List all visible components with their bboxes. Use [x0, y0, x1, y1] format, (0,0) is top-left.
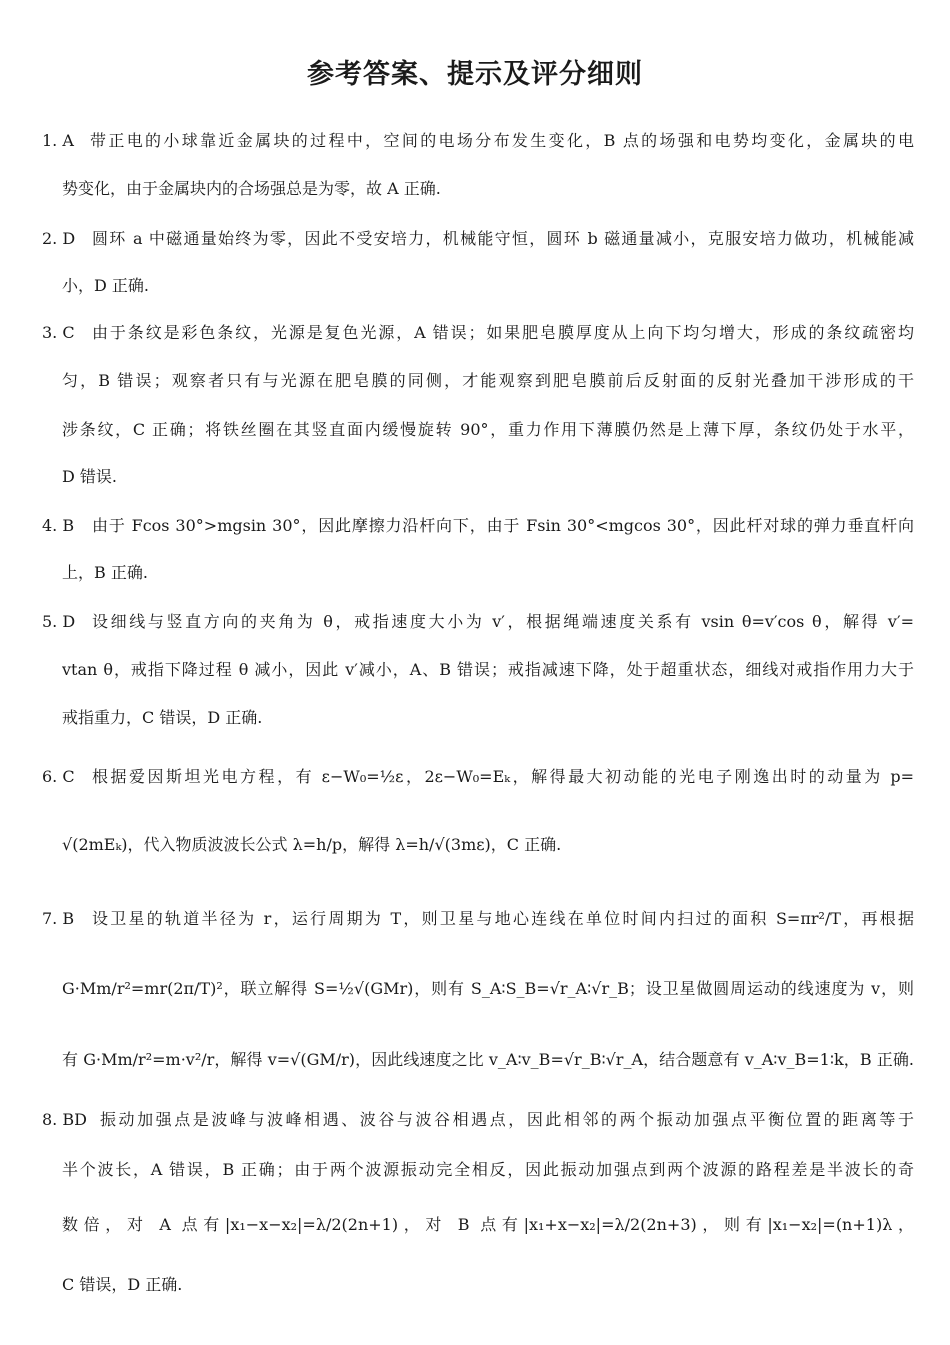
item-3-line-3: 涉条纹，C 正确；将铁丝圈在其竖直面内缓慢旋转 90°，重力作用下薄膜仍然是上薄下厚，条纹仍处于水平，	[62, 420, 914, 439]
item-6-label: 6. C	[42, 767, 75, 786]
item-6-line-2: √(2mEₖ)，代入物质波波长公式 λ=h/p，解得 λ=h/√(3mε)，C 正确.	[62, 835, 562, 854]
item-2-label: 2. D	[42, 229, 76, 248]
item-8-line-1: 振动加强点是波峰与波峰相遇、波谷与波谷相遇点，因此相邻的两个振动加强点平衡位置的距离等于	[100, 1110, 914, 1129]
item-4-line-1: 由于 Fcos 30°>mgsin 30°，因此摩擦力沿杆向下，由于 Fsin 30°<mgcos 30°，因此杆对球的弹力垂直杆向	[92, 516, 914, 535]
item-1-label: 1. A	[42, 131, 74, 150]
item-3-line-2: 匀，B 错误；观察者只有与光源在肥皂膜的同侧，才能观察到肥皂膜前后反射面的反射光叠加干涉形成的干	[62, 371, 914, 390]
item-8-line-4: C 错误，D 正确.	[62, 1275, 183, 1294]
item-3-line-4: D 错误.	[62, 467, 118, 486]
item-1-line-2: 势变化，由于金属块内的合场强总是为零，故 A 正确.	[62, 179, 441, 198]
item-8-label: 8. BD	[42, 1110, 87, 1129]
item-3-line-1: 由于条纹是彩色条纹，光源是复色光源，A 错误；如果肥皂膜厚度从上向下均匀增大，形成的条纹疏密均	[92, 323, 914, 342]
item-2-line-2: 小，D 正确.	[62, 276, 150, 295]
page-title: 参考答案、提示及评分细则	[307, 59, 643, 90]
item-1-line-1: 带正电的小球靠近金属块的过程中，空间的电场分布发生变化，B 点的场强和电势均变化，金属块的电	[90, 131, 914, 150]
item-5-line-1: 设细线与竖直方向的夹角为 θ，戒指速度大小为 v′，根据绳端速度关系有 vsin θ=v′cos θ，解得 v′=	[92, 612, 914, 631]
item-7-label: 7. B	[42, 909, 75, 928]
item-6-line-1: 根据爱因斯坦光电方程，有 ε−W₀=½ε，2ε−W₀=Eₖ，解得最大初动能的光电子刚逸出时的动量为 p=	[92, 767, 914, 786]
item-4-line-2: 上，B 正确.	[62, 563, 148, 582]
item-5-label: 5. D	[42, 612, 76, 631]
item-8-line-2: 半个波长，A 错误，B 正确；由于两个波源振动完全相反，因此振动加强点到两个波源的路程差是半波长的奇	[62, 1160, 914, 1179]
item-4-label: 4. B	[42, 516, 75, 535]
item-7-line-2: G·Mm/r²=mr(2π/T)²，联立解得 S=½√(GMr)，则有 S_A∶S_B=√r_A∶√r_B；设卫星做圆周运动的线速度为 v，则	[62, 979, 914, 998]
item-7-line-3: 有 G·Mm/r²=m·v²/r，解得 v=√(GM/r)，因此线速度之比 v_A∶v_B=√r_B∶√r_A，结合题意有 v_A∶v_B=1∶k，B 正确.	[62, 1050, 914, 1069]
item-3-label: 3. C	[42, 323, 75, 342]
item-5-line-3: 戒指重力，C 错误，D 正确.	[62, 708, 263, 727]
item-7-line-1: 设卫星的轨道半径为 r，运行周期为 T，则卫星与地心连线在单位时间内扫过的面积 S=πr²/T，再根据	[92, 909, 914, 928]
item-2-line-1: 圆环 a 中磁通量始终为零，因此不受安培力，机械能守恒，圆环 b 磁通量减小，克服安培力做功，机械能减	[92, 229, 914, 248]
item-5-line-2: vtan θ，戒指下降过程 θ 减小，因此 v′减小，A、B 错误；戒指减速下降，处于超重状态，细线对戒指作用力大于	[62, 660, 914, 679]
item-8-line-3: 数倍，对 A 点有|x₁−x−x₂|=λ/2(2n+1)，对 B 点有|x₁+x−x₂|=λ/2(2n+3)，则有|x₁−x₂|=(n+1)λ，	[62, 1215, 914, 1234]
